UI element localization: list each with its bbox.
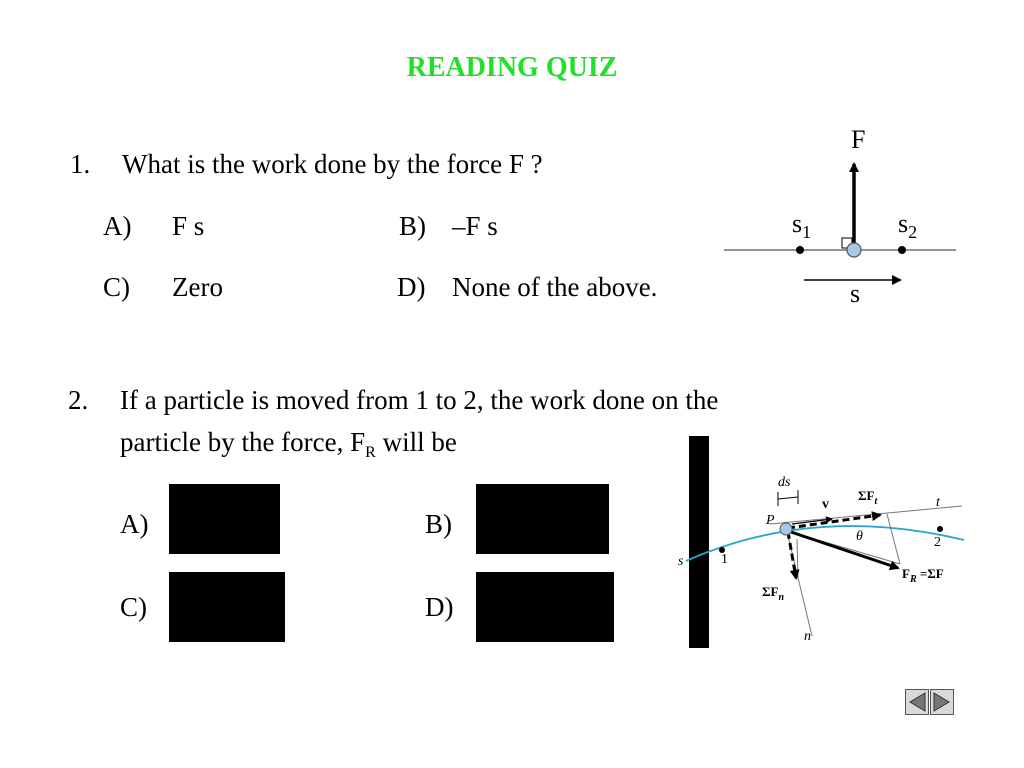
theta-label: θ [856, 529, 863, 544]
q1-option-a-text: F s [172, 211, 205, 241]
tangential-force-label: $\Sigma F_t$ [858, 488, 878, 507]
point-2-label: 2 [934, 535, 941, 550]
tangent-line [770, 506, 962, 524]
right-arrow-icon [931, 690, 953, 714]
particle-p [780, 523, 792, 535]
prev-slide-button[interactable] [905, 689, 929, 715]
q2-option-d-box [476, 572, 614, 642]
q1-option-c-text: Zero [172, 272, 223, 302]
point-1-label: 1 [721, 552, 728, 567]
velocity-label: v [822, 497, 829, 512]
displacement-label: s [850, 279, 861, 308]
q1-option-d-text: None of the above. [452, 272, 658, 302]
q2-option-d-letter: D) [425, 592, 454, 622]
particle [847, 243, 861, 257]
q2-option-a-letter: A) [120, 509, 149, 539]
q2-option-c-letter: C) [120, 592, 147, 622]
force-label: F [851, 125, 866, 154]
n-label: n [804, 629, 811, 644]
q2-line2-suffix: will be [375, 427, 457, 457]
q1-option-c-letter: C) [103, 272, 130, 302]
q2-number: 2. [68, 385, 89, 415]
q2-line1: If a particle is moved from 1 to 2, the work done on the [120, 385, 719, 415]
resultant-projection-2 [887, 514, 900, 564]
normal-force-label: $\Sigma F_n$ [762, 584, 785, 603]
resultant-force-arrow [788, 531, 898, 568]
s1-label: $s_1$ [792, 209, 812, 242]
p-label: P [766, 513, 775, 528]
q1-option-d-letter: D) [397, 272, 426, 302]
q1-number: 1. [70, 149, 91, 179]
point-s2 [898, 246, 906, 254]
q2-line2-text: particle by the force, F [120, 427, 366, 457]
q2-option-c-box [169, 572, 285, 642]
q2-line2 [120, 426, 457, 469]
point-2 [937, 526, 943, 532]
ds-label: ds [778, 475, 791, 490]
slide-title: READING QUIZ [406, 52, 618, 83]
q2-path-diagram [674, 466, 974, 651]
q1-question: What is the work done by the force F ? [122, 149, 543, 179]
next-slide-button[interactable] [930, 689, 954, 715]
q1-option-b-letter: B) [399, 211, 426, 241]
q2-option-b-box [476, 484, 609, 554]
q1-option-b-text: –F s [452, 211, 498, 241]
resultant-force-label: $F_R =\Sigma F$ [902, 566, 944, 585]
ds-arrow [778, 497, 798, 499]
q1-force-diagram [720, 118, 970, 318]
q2-line2-subscript: R [365, 444, 376, 461]
q2-option-a-box [169, 484, 280, 554]
q2-option-b-letter: B) [425, 509, 452, 539]
s2-label: $s_2$ [898, 209, 918, 242]
point-s1 [796, 246, 804, 254]
left-arrow-icon [906, 690, 928, 714]
t-label: t [936, 495, 940, 510]
q1-option-a-letter: A) [103, 211, 132, 241]
normal-line [788, 536, 812, 636]
s-label: s [678, 554, 684, 569]
